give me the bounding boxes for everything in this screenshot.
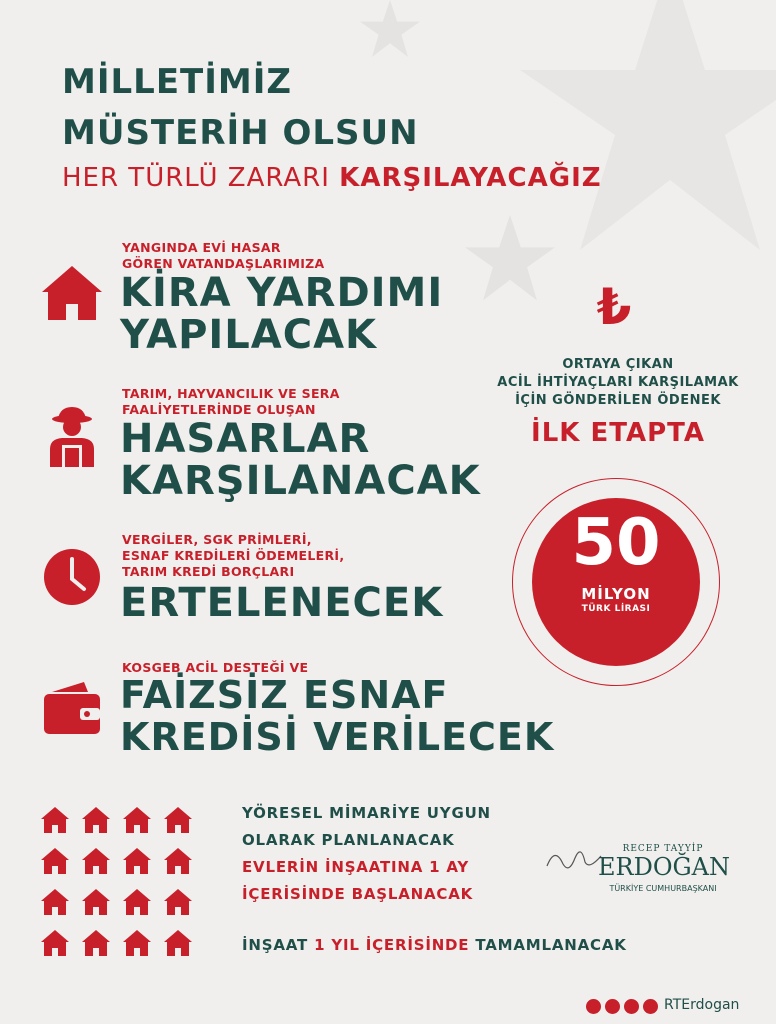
house-icon — [40, 262, 104, 326]
background-star — [465, 215, 555, 305]
item3-main — [120, 582, 443, 624]
fund-text — [476, 356, 760, 410]
item3-main-line: ERTELENECEK — [120, 580, 444, 626]
facebook-icon[interactable] — [605, 999, 620, 1014]
housing-line: İÇERİSİNDE BAŞLANACAK — [242, 885, 474, 903]
housing-line: OLARAK PLANLANACAK — [242, 831, 455, 849]
headline-line3-bold: KARŞILAYACAĞIZ — [339, 163, 602, 193]
small-house-icon — [81, 888, 111, 916]
headline-line2: MÜSTERİH OLSUN — [62, 113, 419, 153]
small-house-icon — [81, 847, 111, 875]
item3-pre-line: VERGİLER, SGK PRİMLERİ, — [122, 532, 312, 547]
headline-line3-plain: HER TÜRLÜ ZARARI — [62, 163, 330, 193]
housing-line: EVLERİN İNŞAATINA 1 AY — [242, 858, 470, 876]
housing-text — [242, 800, 491, 908]
item4-main-line: KREDİSİ VERİLECEK — [120, 715, 555, 759]
small-house-icon — [81, 929, 111, 957]
item1-pre-line: GÖREN VATANDAŞLARIMIZA — [122, 256, 325, 271]
item4-pre-line: KOSGEB ACİL DESTEĞİ VE — [122, 660, 309, 675]
clock-icon — [40, 545, 104, 609]
fund-text-line: ACİL İHTİYAÇLARI KARŞILAMAK — [497, 375, 739, 390]
item1-main — [120, 272, 443, 356]
fund-text-line: ORTAYA ÇIKAN — [562, 357, 674, 372]
small-house-icon — [40, 929, 70, 957]
wallet-icon — [40, 676, 104, 740]
item4-main — [120, 674, 554, 758]
item2-pre — [122, 386, 340, 418]
small-house-icon — [81, 806, 111, 834]
instagram-icon[interactable] — [624, 999, 639, 1014]
housing-final — [242, 932, 627, 959]
item1-main-line: KİRA YARDIMI — [120, 270, 444, 316]
background-star — [360, 0, 420, 60]
item3-pre-line: ESNAF KREDİLERİ ÖDEMELERİ, — [122, 548, 345, 563]
lira-icon: ₺ — [596, 278, 632, 336]
item1-pre — [122, 240, 324, 272]
small-house-icon — [122, 888, 152, 916]
headline-line1: MİLLETİMİZ — [62, 62, 293, 102]
small-house-icon — [122, 806, 152, 834]
small-house-icon — [122, 929, 152, 957]
fund-stage: İLK ETAPTA — [531, 418, 705, 448]
amount-currency: TÜRK LİRASI — [581, 604, 651, 614]
fund-text-line: İÇİN GÖNDERİLEN ÖDENEK — [515, 393, 721, 408]
item4-main-line: FAİZSİZ ESNAF — [120, 673, 449, 717]
item3-pre — [122, 532, 344, 580]
small-house-icon — [40, 806, 70, 834]
amount-unit: MİLYON — [581, 585, 651, 603]
small-house-icon — [122, 847, 152, 875]
item2-pre-line: FAALİYETLERİNDE OLUŞAN — [122, 402, 316, 417]
signature-name: ERDOĞAN — [598, 853, 731, 881]
small-house-icon — [163, 929, 193, 957]
housing-line: YÖRESEL MİMARİYE UYGUN — [242, 804, 491, 822]
twitter-icon[interactable] — [586, 999, 601, 1014]
small-house-icon — [163, 888, 193, 916]
housing-final-b: 1 YIL İÇERİSİNDE — [314, 936, 470, 954]
signature-scribble — [545, 836, 605, 876]
amount-value: 50 — [571, 506, 661, 580]
signature-title: TÜRKİYE CUMHURBAŞKANI — [609, 884, 717, 893]
small-house-icon — [40, 888, 70, 916]
youtube-icon[interactable] — [643, 999, 658, 1014]
small-house-icon — [163, 806, 193, 834]
social-handle[interactable]: RTErdogan — [664, 997, 740, 1013]
item1-pre-line: YANGINDA EVİ HASAR — [122, 240, 281, 255]
item2-pre-line: TARIM, HAYVANCILIK VE SERA — [122, 386, 340, 401]
headline-line3 — [62, 163, 602, 193]
item2-main — [120, 418, 481, 502]
signature-top: RECEP TAYYİP — [622, 844, 704, 854]
housing-final-c: TAMAMLANACAK — [475, 936, 627, 954]
background-star — [520, 0, 776, 280]
item2-main-line: KARŞILANACAK — [120, 458, 481, 504]
item3-pre-line: TARIM KREDİ BORÇLARI — [122, 564, 295, 579]
housing-final-a: İNŞAAT — [242, 936, 309, 954]
item1-main-line: YAPILACAK — [120, 312, 378, 358]
small-house-icon — [163, 847, 193, 875]
farmer-icon — [40, 405, 104, 469]
small-house-icon — [40, 847, 70, 875]
item2-main-line: HASARLAR — [120, 416, 371, 462]
